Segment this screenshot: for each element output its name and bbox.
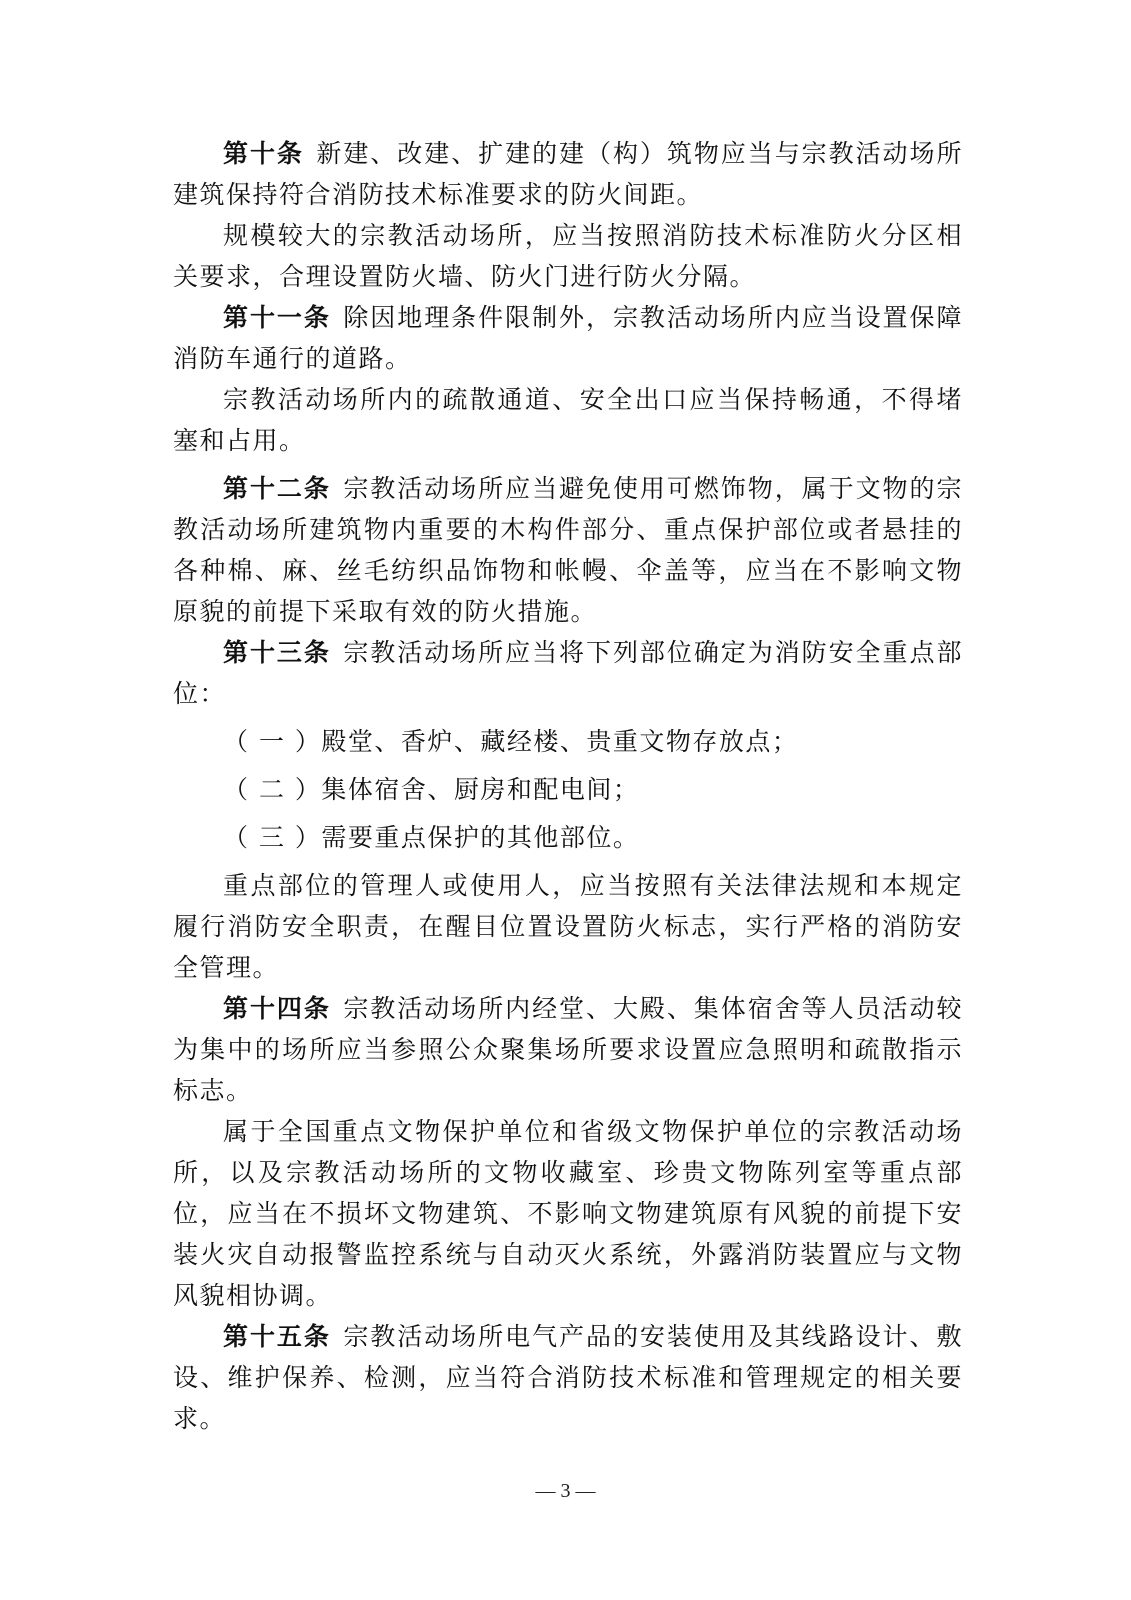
- paragraph-text: （ 三 ）需要重点保护的其他部位。: [223, 823, 640, 852]
- paragraph-article-11-sub: [173, 379, 963, 461]
- paragraph-article-10-sub: [173, 215, 963, 297]
- paragraph-article-10: [173, 133, 963, 215]
- paragraph-text: 宗教活动场所内的疏散通道、安全出口应当保持畅通，不得堵塞和占用。: [173, 385, 963, 455]
- paragraph-text: 重点部位的管理人或使用人，应当按照有关法律法规和本规定履行消防安全职责，在醒目位置设置防火标志，实行严格的消防安全管理。: [173, 871, 963, 982]
- paragraph-article-13: [173, 632, 963, 714]
- paragraph-article-14: [173, 988, 963, 1111]
- article-number: 第十五条: [223, 1322, 331, 1351]
- list-item-3: [173, 817, 963, 858]
- paragraph-text: 宗教活动场所电气产品的安装使用及其线路设计、敷设、维护保养、检测，应当符合消防技术标准和管理规定的相关要求。: [173, 1322, 963, 1433]
- paragraph-text: （ 二 ）集体宿舍、厨房和配电间；: [223, 775, 640, 804]
- paragraph-article-15: [173, 1316, 963, 1439]
- paragraph-text: 宗教活动场所应当将下列部位确定为消防安全重点部位：: [173, 638, 963, 708]
- article-number: 第十四条: [223, 994, 331, 1023]
- article-number: 第十三条: [223, 638, 331, 667]
- paragraph-text: （ 一 ）殿堂、香炉、藏经楼、贵重文物存放点；: [223, 727, 799, 756]
- paragraph-article-13-sub: [173, 865, 963, 988]
- paragraph-article-11: [173, 297, 963, 379]
- paragraph-article-12: [173, 468, 963, 632]
- list-item-2: [173, 769, 963, 810]
- paragraph-text: 宗教活动场所应当避免使用可燃饰物，属于文物的宗教活动场所建筑物内重要的木构件部分、重点保护部位或者悬挂的各种棉、麻、丝毛纺织品饰物和帐幔、伞盖等，应当在不影响文物原貌的前提下采取有效的防火措施。: [173, 474, 963, 626]
- document-body: [173, 133, 963, 1439]
- article-number: 第十二条: [223, 474, 331, 503]
- paragraph-article-14-sub: [173, 1111, 963, 1316]
- list-item-1: [173, 721, 963, 762]
- article-number: 第十一条: [223, 303, 331, 332]
- paragraph-text: 宗教活动场所内经堂、大殿、集体宿舍等人员活动较为集中的场所应当参照公众聚集场所要求设置应急照明和疏散指示标志。: [173, 994, 963, 1105]
- paragraph-text: 属于全国重点文物保护单位和省级文物保护单位的宗教活动场所，以及宗教活动场所的文物收藏室、珍贵文物陈列室等重点部位，应当在不损坏文物建筑、不影响文物建筑原有风貌的前提下安装火灾自动报警监控系统与自动灭火系统，外露消防装置应与文物风貌相协调。: [173, 1117, 963, 1310]
- paragraph-text: 规模较大的宗教活动场所，应当按照消防技术标准防火分区相关要求，合理设置防火墙、防火门进行防火分隔。: [173, 221, 963, 291]
- article-number: 第十条: [223, 139, 304, 168]
- paragraph-text: 除因地理条件限制外，宗教活动场所内应当设置保障消防车通行的道路。: [173, 303, 963, 373]
- page-number: — 3 —: [535, 1480, 596, 1502]
- paragraph-text: 新建、改建、扩建的建（构）筑物应当与宗教活动场所建筑保持符合消防技术标准要求的防火间距。: [173, 139, 963, 209]
